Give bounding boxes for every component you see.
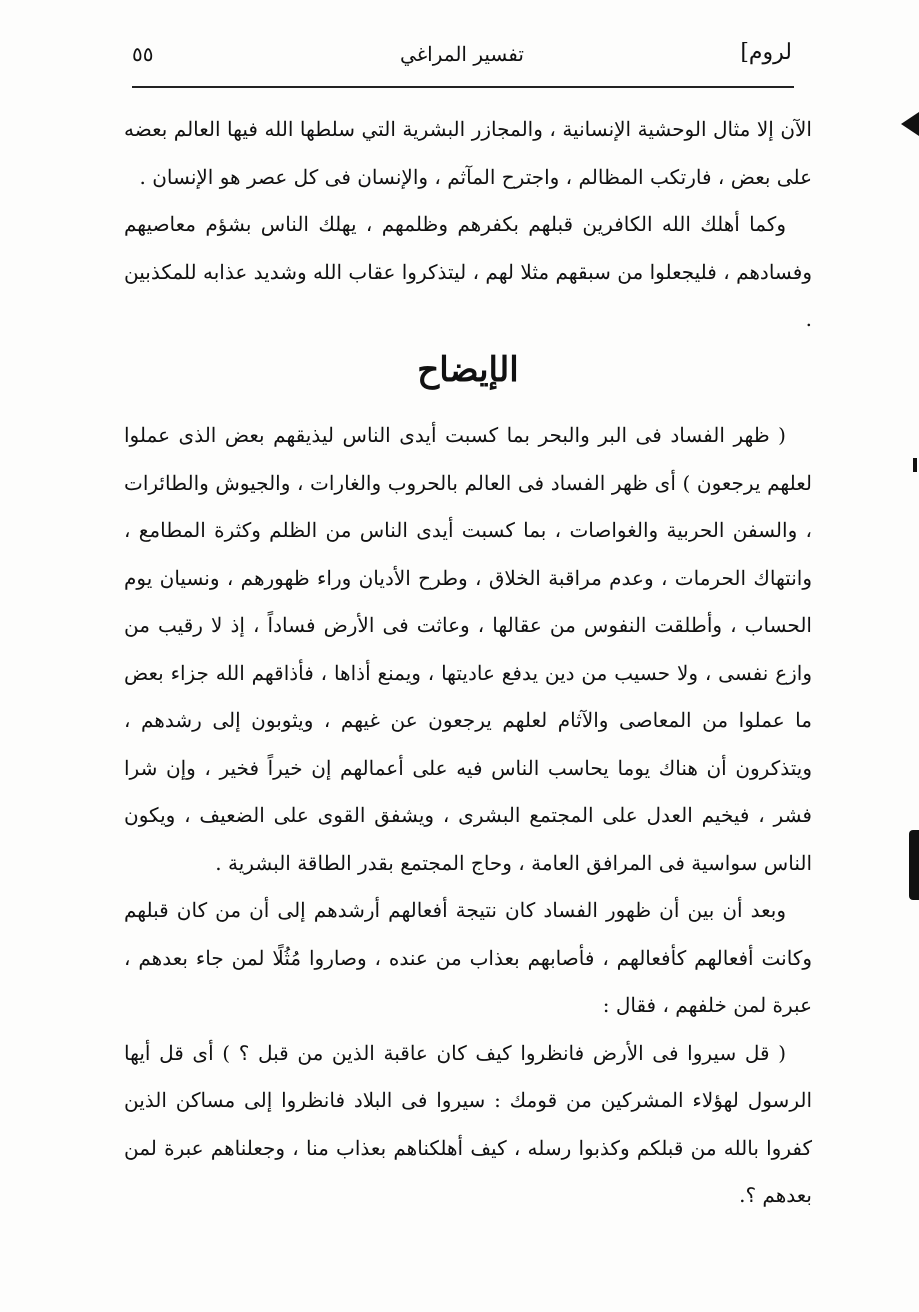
page-header — [132, 34, 792, 84]
intro-paragraph: وكما أهلك الله الكافرين قبلهم بكفرهم وظلمهم ، يهلك الناس بشؤم معاصيهم وفسادهم ، فليجعلوا من سبقهم مثلا لهم ، ليتذكروا عقاب الله وشديد عذابه للمكذبين . — [124, 212, 812, 331]
scan-edge-mark — [913, 458, 917, 472]
page-number: ٥٥ — [132, 42, 154, 66]
commentary-paragraph: ( قل سيروا فى الأرض فانظروا كيف كان عاقبة الذين من قبل ؟ ) أى قل أيها الرسول لهؤلاء المشركين من قومك : سيروا فى البلاد فانظروا إلى مساكن الذين كفروا بالله من قبلكم وكذبوا رسله ، كيف أهلكناهم بعذاب منا ، وجعلناهم عبرة لمن بعدهم ؟. — [124, 1040, 812, 1207]
header-divider — [132, 86, 794, 88]
commentary-text — [124, 412, 812, 1220]
commentary-paragraph: ( ظهر الفساد فى البر والبحر بما كسبت أيدى الناس ليذيقهم بعض الذى عملوا لعلهم يرجعون ) أى ظهر الفساد فى العالم بالحروب والغارات ، والجيوش والطائرات ، والسفن الحربية والغواصات ، بما كسبت أيدى الناس من الظلم وكثرة المطامع ، وانتهاك الحرمات ، وعدم مراقبة الخلاق ، وطرح الأديان وراء ظهورهم ، ونسيان يوم الحساب ، وأطلقت النفوس من عقالها ، وعاثت فى الأرض فساداً ، إذ لا رقيب من وازع نفسى ، ولا حسيب من دين يدفع عاديتها ، ويمنع أذاها ، فأذاقهم الله جزاء بعض ما عملوا من المعاصى والآثام لعلهم يرجعون عن غيهم ، ويثوبون إلى رشدهم ، ويتذكرون أن هناك يوما يحاسب الناس فيه على أعمالهم إن خيراً فخير ، وإن شرا فشر ، فيخيم العدل على المجتمع البشرى ، ويشفق القوى على الضعيف ، ويكون الناس سواسية فى المرافق العامة ، وحاج المجتمع بقدر الطاقة البشرية . — [124, 423, 812, 875]
intro-text — [124, 106, 812, 344]
commentary-paragraph: وبعد أن بين أن ظهور الفساد كان نتيجة أفعالهم أرشدهم إلى أن من كان قبلهم وكانت أفعالهم كأفعالهم ، فأصابهم بعذاب من عنده ، وصاروا مُثُلًا لمن جاء بعدهم ، عبرة لمن خلفهم ، فقال : — [124, 898, 812, 1017]
scan-edge-mark — [909, 830, 919, 900]
surah-name: لروم] — [740, 40, 792, 65]
running-title: تفسير المراغي — [400, 42, 524, 66]
section-heading: الإيضاح — [417, 350, 519, 390]
scan-edge-mark — [901, 112, 919, 136]
intro-paragraph: الآن إلا مثال الوحشية الإنسانية ، والمجازر البشرية التي سلطها الله فيها العالم بعضه على بعض ، فارتكب المظالم ، واجترح المآثم ، والإنسان فى كل عصر هو الإنسان . — [124, 117, 812, 189]
